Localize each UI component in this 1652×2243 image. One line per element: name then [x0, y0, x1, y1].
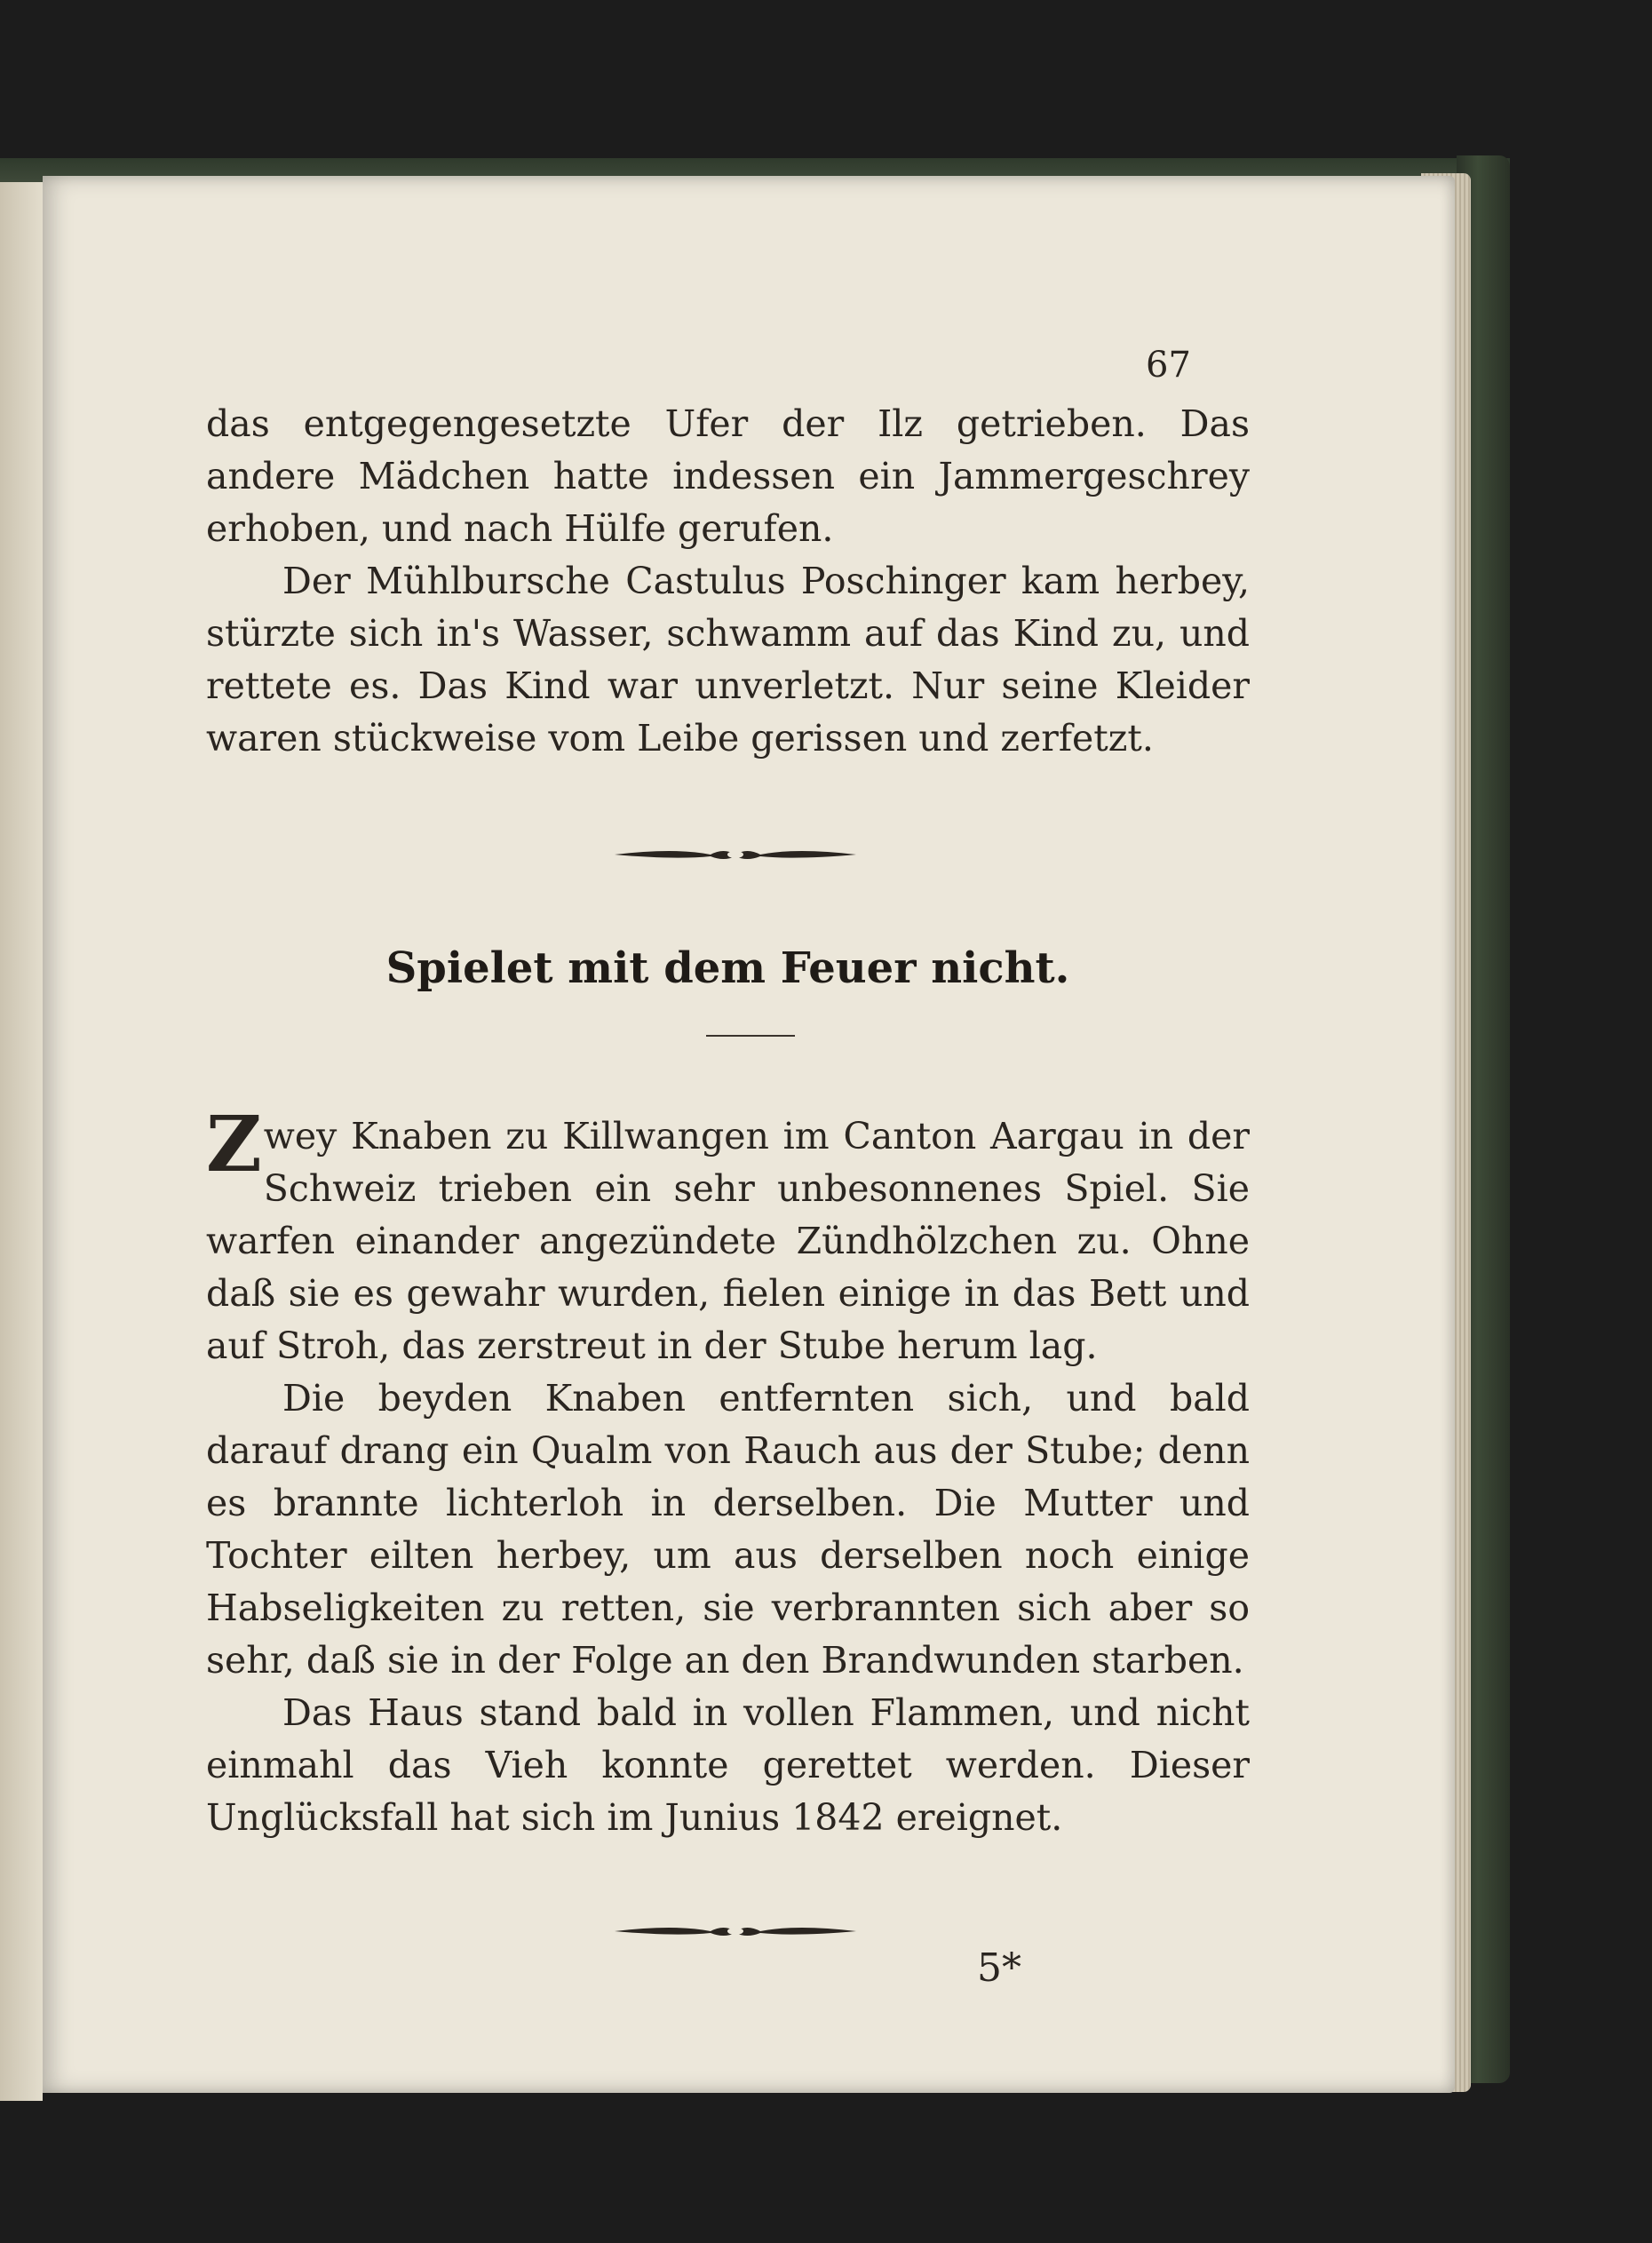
drop-cap: Z [206, 1100, 262, 1189]
story-paragraph-2: Die beyden Knaben entfernten sich, und bald darauf drang ein Qualm von Rauch aus der Stube; denn es brannte lichterloh in derselben. Die Mutter und Tochter eilten herbey, um aus derselben noch einige Habseligkeiten zu retten, sie verbrannten sich aber so sehr, daß sie in der Folge an den Brandwunden starben. [206, 1377, 1250, 1682]
paragraph-top-2: Der Mühlbursche Castulus Poschinger kam herbey, stürzte sich in's Wasser, schwamm auf das Kind zu, und rettete es. Das Kind war unverletzt. Nur seine Kleider waren stückweise vom Leibe gerissen und zerfetzt. [206, 560, 1250, 760]
story-paragraph-3: Das Haus stand bald in vollen Flammen, und nicht einmahl das Vieh konnte gerettet werden. Dieser Unglücksfall hat sich im Junius 1842 ereignet. [206, 1691, 1250, 1839]
story-title: Spielet mit dem Feuer nicht. [385, 943, 1070, 993]
story-paragraph-1-text: wey Knaben zu Killwangen im Canton Aargau in der Schweiz trieben ein sehr unbesonnenes Spiel. Sie warfen einander angezündete Zündhölzchen zu. Ohne daß sie es gewahr wurden, fielen einige in das Bett und auf Stroh, das zerstreut in der Stube herum lag. [206, 1115, 1250, 1367]
title-rule [706, 1035, 795, 1037]
fleuron-ornament [613, 844, 858, 865]
left-page-edge [0, 182, 43, 2101]
story-paragraph-1 [206, 1100, 1250, 1372]
page-number: 67 [1146, 345, 1191, 386]
fleuron-ornament-bottom [613, 1921, 858, 1942]
text-block-top [206, 398, 1250, 765]
text-block-story [206, 1100, 1250, 1844]
signature-mark: 5* [977, 1945, 1021, 1991]
paragraph-top-1: das entgegengesetzte Ufer der Ilz getrieben. Das andere Mädchen hatte indessen ein Jammergeschrey erhoben, und nach Hülfe gerufen. [206, 402, 1250, 550]
